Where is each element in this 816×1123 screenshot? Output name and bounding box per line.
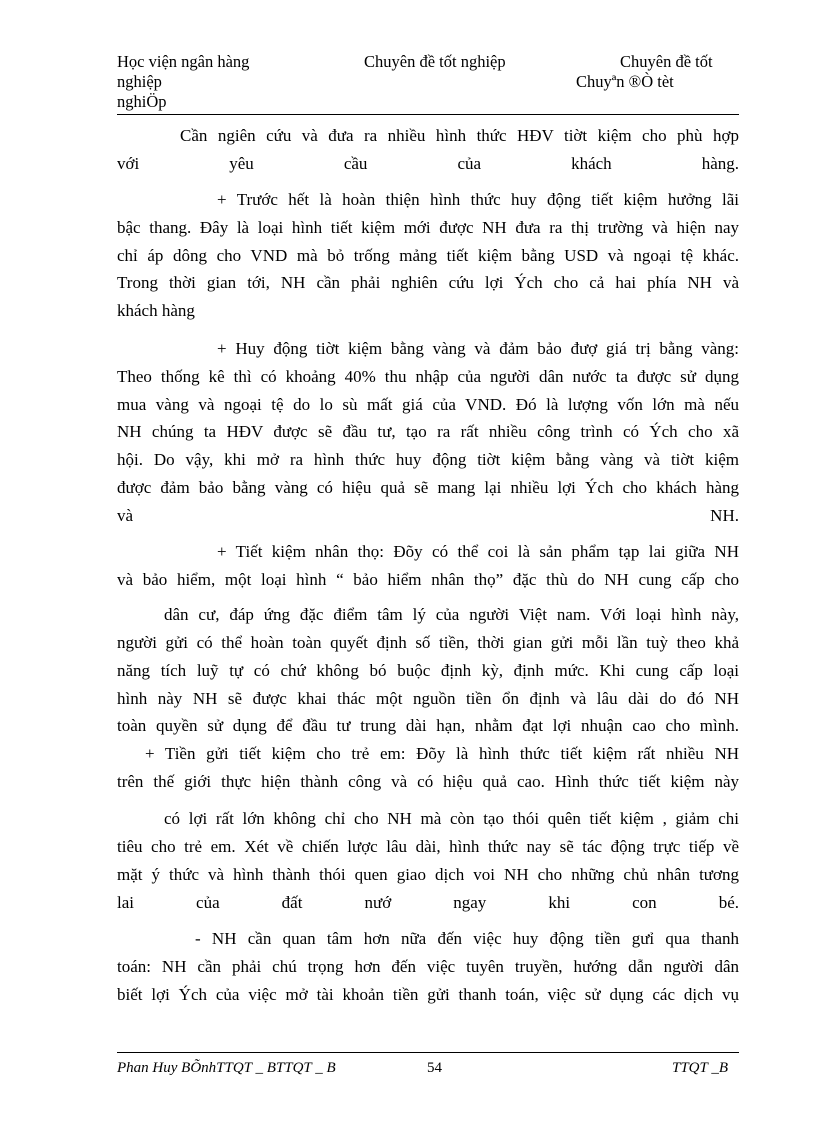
body-line: người gửi có thể hoàn toàn quyết định số tiền, thời gian gửi mỗi lần tuỳ theo khả — [117, 633, 739, 652]
body-line: năng tích luỹ tự có chứ không bó buộc định kỳ, định mức. Khi cung cấp loại — [117, 661, 739, 680]
body-line: dân cư, đáp ứng đặc điểm tâm lý của người Việt nam. Với loại hình này, — [164, 605, 739, 624]
body-line: hội. Do vậy, khi mở ra hình thức huy động tiờt kiệm bằng vàng và tiờt kiệm — [117, 450, 739, 469]
body-line: có lợi rất lớn không chỉ cho NH mà còn tạo thói quên tiết kiệm , giảm chi — [164, 809, 739, 828]
footer-rule — [117, 1052, 739, 1053]
body-line: Cần ngiên cứu và đưa ra nhiều hình thức HĐV tiờt kiệm cho phù hợp — [180, 126, 739, 145]
body-line: Theo thống kê thì có khoảng 40% thu nhập của người dân nước ta được sử dụng — [117, 367, 739, 386]
footer-author: Phan Huy BÕnhTTQT _ BTTQT _ B — [117, 1060, 336, 1076]
body-line: trên thế giới thực hiện thành công và có hiệu quả cao. Hình thức tiết kiệm này — [117, 772, 739, 791]
body-line: + Tiền gửi tiết kiệm cho trẻ em: Đõy là hình thức tiết kiệm rất nhiều NH — [145, 744, 739, 763]
body-line: + Trước hết là hoàn thiện hình thức huy động tiết kiệm hưởng lãi — [217, 190, 739, 209]
body-line: mua vàng và ngoại tệ do lo sù mất giá của VND. Đó là lượng vốn lớn mà nếu — [117, 395, 739, 414]
body-line: lai của đất nướ ngay khi con bé. — [117, 893, 739, 912]
body-line: + Huy động tiờt kiệm bằng vàng và đảm bảo đượ giá trị bằng vàng: — [217, 339, 739, 358]
body-line: toàn quyền sử dụng để đầu tư trung dài hạn, nhằm đạt lợi nhuận cao cho mình. — [117, 716, 739, 735]
body-line: toán: NH cần phải chú trọng hơn đến việc tuyên truyền, hướng dẫn người dân — [117, 957, 739, 976]
body-line: chỉ áp dông cho VND mà bỏ trống mảng tiết kiệm bằng USD và ngoại tệ khác. — [117, 246, 739, 265]
header-left-1: Học viện ngân hàng — [117, 52, 250, 71]
page-number: 54 — [427, 1060, 442, 1076]
body-line: - NH cần quan tâm hơn nữa đến việc huy động tiền gưỉ qua thanh — [195, 929, 739, 948]
body-line: mặt ý thức và hình thành thói quen giao dịch voi NH cho những chủ nhân tương — [117, 865, 739, 884]
body-line: NH chúng ta HĐV được sẽ đầu tư, tạo ra rất nhiều công trình có Ých cho xã — [117, 422, 739, 441]
body-line: và NH. — [117, 506, 739, 525]
body-line: khách hàng — [117, 301, 195, 320]
header-center-1: Chuyên đề tốt nghiệp — [364, 52, 506, 71]
header-right-2: Chuyªn ®Ò tèt — [576, 72, 674, 91]
header-left-3: nghiÖp — [117, 92, 167, 111]
body-line: + Tiết kiệm nhân thọ: Đõy có thể coi là sản phẩm tạp lai giữa NH — [217, 542, 739, 561]
body-line: Trong thời gian tới, NH cần phải nghiên cứu lợi Ých cho cả hai phía NH và — [117, 273, 739, 292]
header-rule — [117, 114, 739, 115]
body-line: hình này NH sẽ được khai thác một nguồn tiền ổn định và lâu dài do đó NH — [117, 689, 739, 708]
body-line: biết lợi Ých của việc mở tài khoản tiền gửi thanh toán, việc sử dụng các dịch vụ — [117, 985, 739, 1004]
body-line: với yêu cầu của khách hàng. — [117, 154, 739, 173]
body-line: và bảo hiểm, một loại hình “ bảo hiểm nhân thọ” đặc thù do NH cung cấp cho — [117, 570, 739, 589]
header-left-2: nghiệp — [117, 72, 162, 91]
body-line: bậc thang. Đây là loại hình tiết kiệm mới được NH đưa ra thị trường và hiện nay — [117, 218, 739, 237]
footer-right: TTQT _B — [672, 1060, 729, 1076]
header-right-1: Chuyên đề tốt — [620, 52, 713, 71]
body-line: được đảm bảo bằng vàng có hiệu quả sẽ mang lại nhiều lợi Ých cho khách hàng — [117, 478, 739, 497]
body-line: tiêu cho trẻ em. Xét về chiến lược lâu dài, hình thức nay sẽ tác động trực tiếp về — [117, 837, 739, 856]
